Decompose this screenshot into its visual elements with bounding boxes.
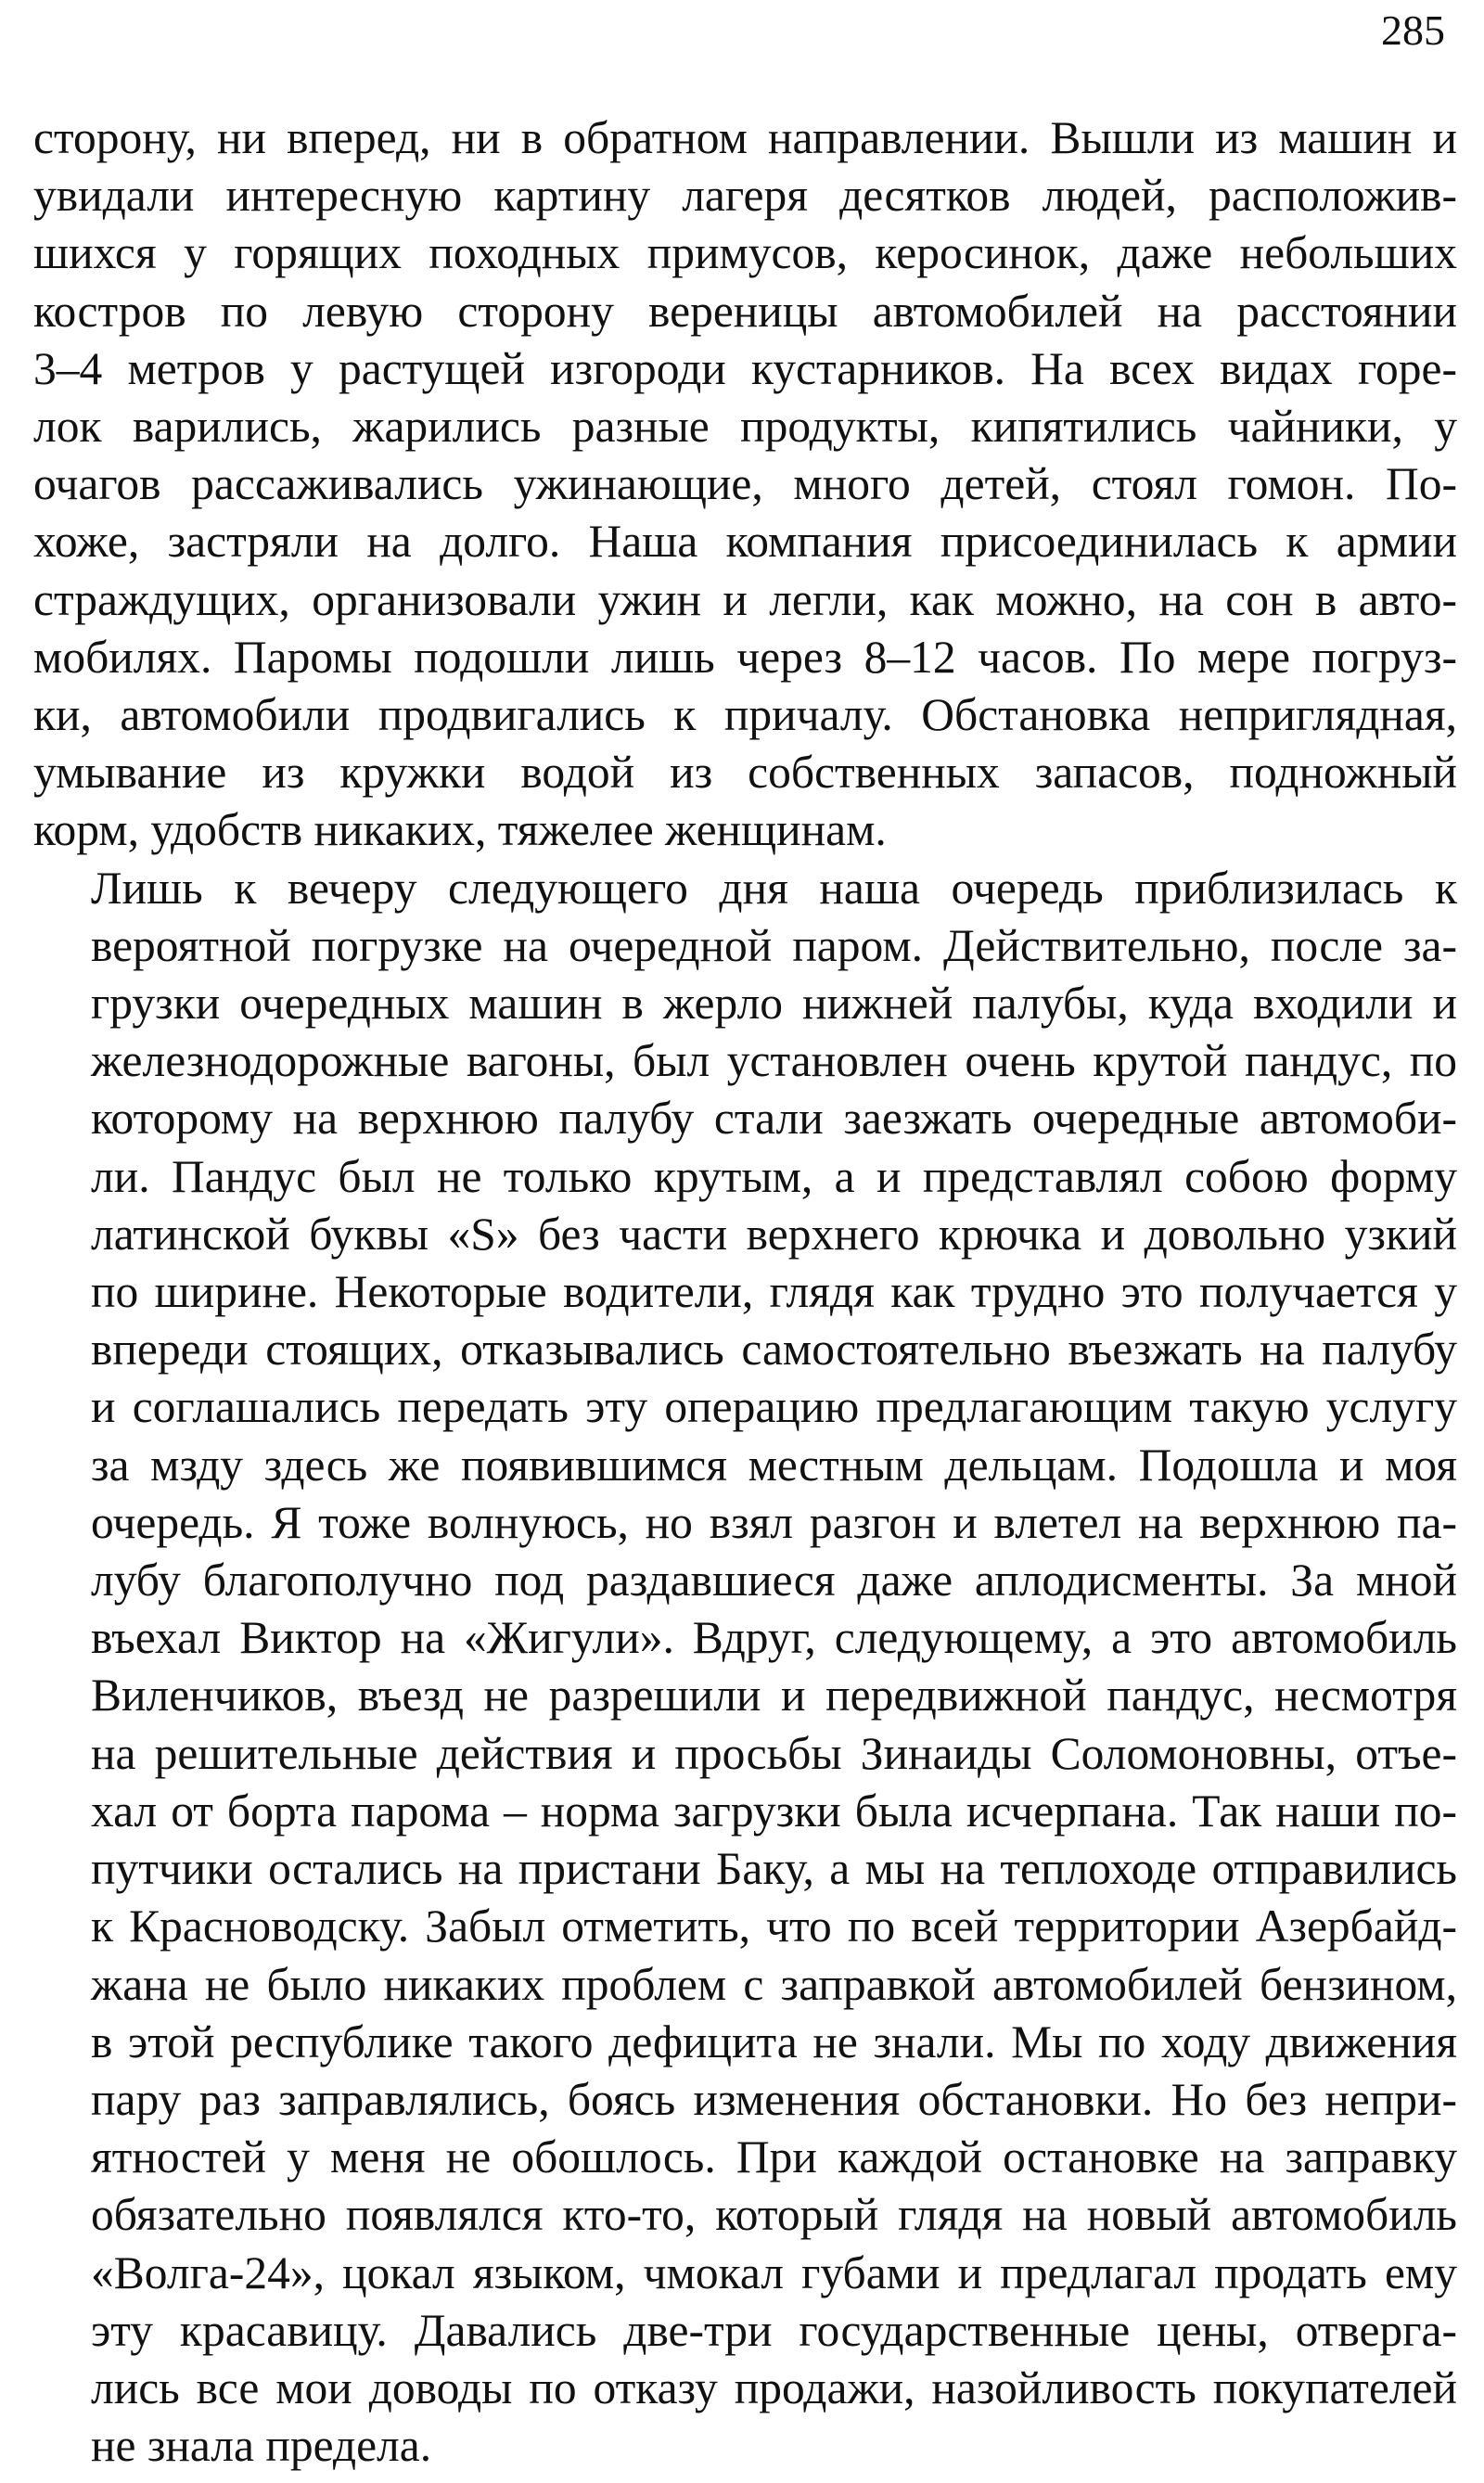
text-line: ли. Пандус был не только крутым, а и представлял собою форму: [91, 1150, 1457, 1202]
paragraph-1: [33, 109, 1457, 860]
text-line: Лишь к вечеру следующего дня наша очередь приблизилась к: [91, 862, 1457, 914]
text-line: хоже, застряли на долго. Наша компания присоединилась к армии: [33, 516, 1457, 568]
text-line: пару раз заправлялись, боясь изменения обстановки. Но без непри-: [91, 2073, 1457, 2125]
text-line: мобилях. Паромы подошли лишь через 8–12 часов. По мере погруз-: [33, 631, 1457, 683]
text-line: шихся у горящих походных примусов, керосинок, даже небольших: [33, 227, 1457, 279]
text-line: въехал Виктор на «Жигули». Вдруг, следующему, а это автомобиль: [91, 1612, 1457, 1664]
text-line: Виленчиков, въезд не разрешили и передвижной пандус, несмотря: [91, 1670, 1457, 1721]
text-line: ятностей у меня не обошлось. При каждой остановке на заправку: [91, 2131, 1457, 2183]
text-line: 3–4 метров у растущей изгороди кустарников. На всех видах горе-: [33, 342, 1457, 394]
text-line: за мзду здесь же появившимся местным дельцам. Подошла и моя: [91, 1439, 1457, 1491]
text-line: сторону, ни вперед, ни в обратном направлении. Вышли из машин и: [33, 112, 1457, 163]
text-line: костров по левую сторону вереницы автомобилей на расстоянии: [33, 285, 1457, 337]
text-line: не знала предела.: [91, 2420, 432, 2472]
text-line: по ширине. Некоторые водители, глядя как трудно это получается у: [91, 1266, 1457, 1318]
text-line: обязательно появлялся кто-то, который глядя на новый автомобиль: [91, 2189, 1457, 2241]
body-text: [33, 109, 1457, 2475]
text-line: лок варились, жарились разные продукты, кипятились чайники, у: [33, 401, 1457, 453]
text-line: лубу благополучно под раздавшиеся даже аплодисменты. За мной: [91, 1555, 1457, 1606]
text-line: и соглашались передать эту операцию предлагающим такую услугу: [91, 1381, 1457, 1433]
text-line: очередь. Я тоже волнуюсь, но взял разгон и влетел на верхнюю па-: [91, 1496, 1457, 1548]
text-line: хал от борта парома – норма загрузки была исчерпана. Так наши по-: [91, 1785, 1457, 1837]
text-line: к Красноводску. Забыл отметить, что по всей территории Азербайд-: [91, 1901, 1457, 1952]
text-line: ки, автомобили продвигались к причалу. Обстановка неприглядная,: [33, 689, 1457, 741]
text-line: железнодорожные вагоны, был установлен очень крутой пандус, по: [91, 1035, 1457, 1087]
text-line: впереди стоящих, отказывались самостоятельно въезжать на палубу: [91, 1324, 1457, 1376]
text-line: путчики остались на пристани Баку, а мы на теплоходе отправились: [91, 1843, 1457, 1895]
text-line: умывание из кружки водой из собственных запасов, подножный: [33, 747, 1457, 799]
text-line: очагов рассаживались ужинающие, много детей, стоял гомон. По-: [33, 458, 1457, 510]
text-line: лись все мои доводы по отказу продажи, назойливость покупателей: [91, 2361, 1457, 2413]
text-line: «Волга-24», цокал языком, чмокал губами и предлагал продать ему: [91, 2246, 1457, 2298]
page-number: 285: [1381, 6, 1445, 54]
text-line: увидали интересную картину лагеря десятков людей, расположив-: [33, 170, 1457, 222]
text-line: латинской буквы «S» без части верхнего крючка и довольно узкий: [91, 1208, 1457, 1260]
text-line: в этой республике такого дефицита не знали. Мы по ходу движения: [91, 2016, 1457, 2067]
text-line: которому на верхнюю палубу стали заезжать очередные автомоби-: [91, 1093, 1457, 1145]
text-line: эту красавицу. Давались две-три государственные цены, отверга-: [91, 2304, 1457, 2356]
text-line: грузки очередных машин в жерло нижней палубы, куда входили и: [91, 978, 1457, 1030]
text-line: корм, удобств никаких, тяжелее женщинам.: [33, 804, 887, 856]
text-line: жана не было никаких проблем с заправкой автомобилей бензином,: [91, 1958, 1457, 2010]
text-line: на решительные действия и просьбы Зинаиды Соломоновны, отъе-: [91, 1727, 1457, 1779]
text-line: вероятной погрузке на очередной паром. Действительно, после за-: [91, 919, 1457, 971]
text-line: страждущих, организовали ужин и легли, как можно, на сон в авто-: [33, 573, 1457, 625]
paragraph-2: [33, 860, 1457, 2476]
